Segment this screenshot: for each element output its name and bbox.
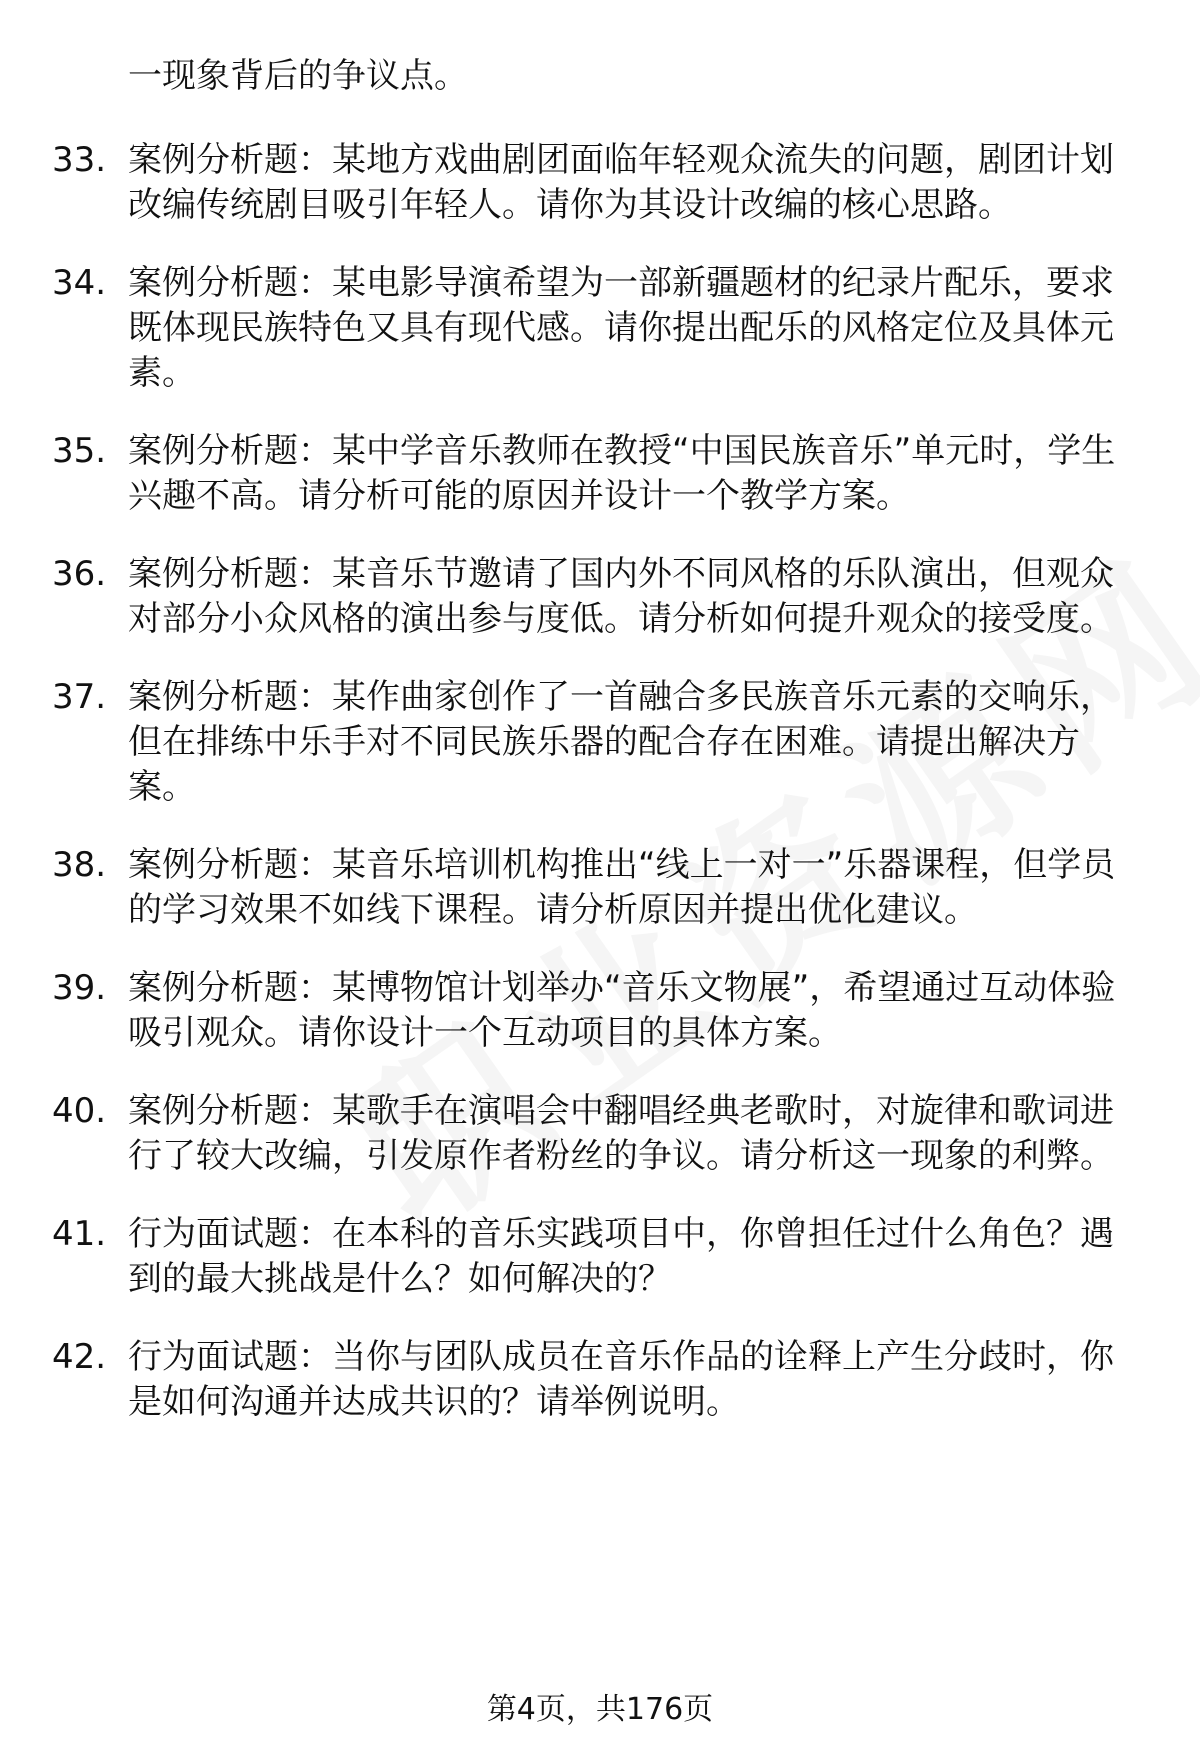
question-number: 34. (52, 263, 107, 303)
question-item (52, 1212, 1152, 1302)
question-number: 35. (52, 431, 107, 471)
question-item (52, 843, 1152, 933)
question-text: 案例分析题：某地方戏曲剧团面临年轻观众流失的问题，剧团计划改编传统剧目吸引年轻人。请你为其设计改编的核心思路。 (128, 140, 1114, 225)
question-text: 案例分析题：某作曲家创作了一首融合多民族音乐元素的交响乐，但在排练中乐手对不同民族乐器的配合存在困难。请提出解决方案。 (128, 677, 1114, 807)
question-number: 37. (52, 677, 107, 717)
question-text: 案例分析题：某电影导演希望为一部新疆题材的纪录片配乐，要求既体现民族特色又具有现代感。请你提出配乐的风格定位及具体元素。 (128, 263, 1114, 393)
question-number: 41. (52, 1214, 107, 1254)
question-item (52, 138, 1152, 228)
question-text: 案例分析题：某中学音乐教师在教授“中国民族音乐”单元时，学生兴趣不高。请分析可能的原因并设计一个教学方案。 (128, 431, 1116, 516)
question-item (52, 966, 1152, 1056)
question-text: 行为面试题：当你与团队成员在音乐作品的诠释上产生分歧时，你是如何沟通并达成共识的？请举例说明。 (128, 1337, 1114, 1422)
question-list (52, 138, 1152, 1458)
question-text: 案例分析题：某博物馆计划举办“音乐文物展”，希望通过互动体验吸引观众。请你设计一个互动项目的具体方案。 (128, 968, 1116, 1053)
question-item (52, 1089, 1152, 1179)
question-text: 案例分析题：某音乐培训机构推出“线上一对一”乐器课程，但学员的学习效果不如线下课程。请分析原因并提出优化建议。 (128, 845, 1116, 930)
question-item (52, 552, 1152, 642)
question-item (52, 675, 1152, 810)
question-number: 38. (52, 845, 107, 885)
question-number: 39. (52, 968, 107, 1008)
question-number: 42. (52, 1337, 107, 1377)
question-item (52, 429, 1152, 519)
question-text: 行为面试题：在本科的音乐实践项目中，你曾担任过什么角色？遇到的最大挑战是什么？如何解决的？ (128, 1214, 1114, 1299)
continued-text: 一现象背后的争议点。 (128, 56, 468, 96)
page-number-footer: 第4页，共176页 (486, 1692, 714, 1727)
question-number: 40. (52, 1091, 107, 1131)
question-number: 36. (52, 554, 107, 594)
question-text: 案例分析题：某音乐节邀请了国内外不同风格的乐队演出，但观众对部分小众风格的演出参与度低。请分析如何提升观众的接受度。 (128, 554, 1114, 639)
question-text: 案例分析题：某歌手在演唱会中翻唱经典老歌时，对旋律和歌词进行了较大改编，引发原作者粉丝的争议。请分析这一现象的利弊。 (128, 1091, 1114, 1176)
question-number: 33. (52, 140, 107, 180)
question-item (52, 1335, 1152, 1425)
question-item (52, 261, 1152, 396)
